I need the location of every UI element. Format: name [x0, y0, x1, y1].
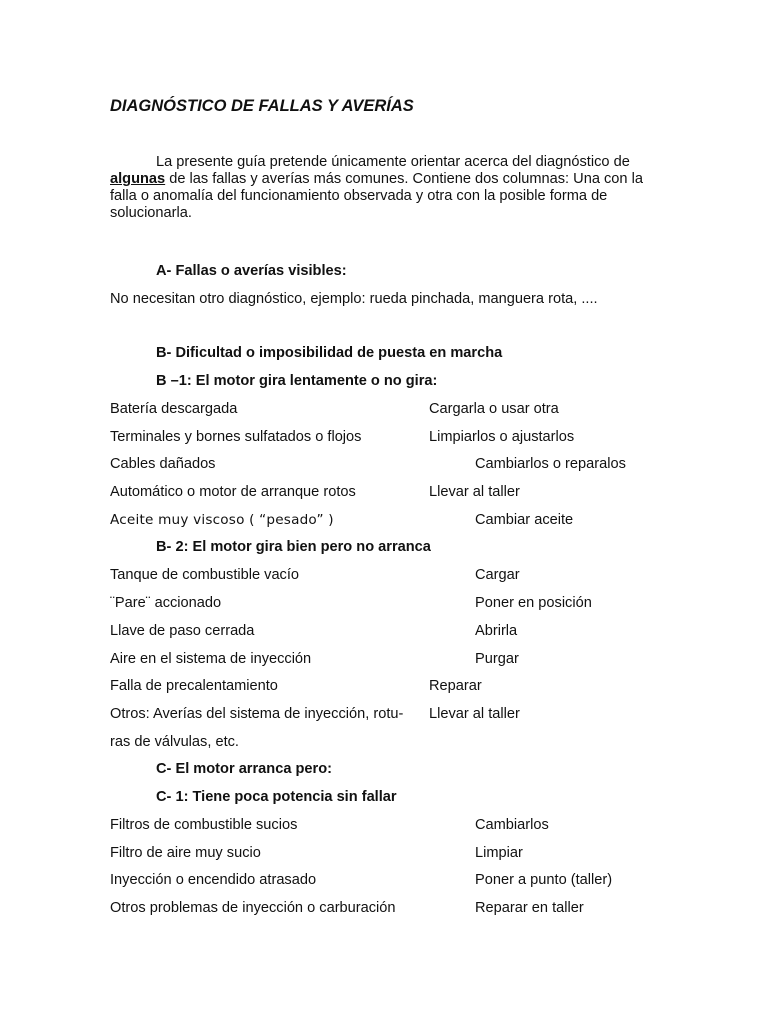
- c1-row-2-solucion: Limpiar: [475, 845, 523, 861]
- section-b1-heading: B –1: El motor gira lentamente o no gira:: [156, 373, 438, 389]
- b2-row-6-solucion: Llevar al taller: [429, 706, 520, 722]
- section-a-text: No necesitan otro diagnóstico, ejemplo: rueda pinchada, manguera rota, ....: [110, 291, 598, 307]
- b2-row-6-falla: Otros: Averías del sistema de inyección, rotu-: [110, 706, 404, 722]
- section-b2-heading: B- 2: El motor gira bien pero no arranca: [156, 539, 431, 555]
- b2-row-2-falla: ¨Pare¨ accionado: [110, 595, 222, 611]
- c1-row-4-solucion: Reparar en taller: [475, 900, 584, 916]
- intro-part2: de las fallas y averías más comunes. Contiene dos columnas: Una con la falla o anomalía del funcionamiento observada y otra con la posible forma de solucionarla.: [110, 171, 643, 221]
- b1-row-3-solucion: Cambiarlos o reparalos: [475, 456, 626, 472]
- c1-row-4-falla: Otros problemas de inyección o carburación: [110, 900, 396, 916]
- intro-part1: La presente guía pretende únicamente orientar acerca del diagnóstico de: [156, 154, 630, 170]
- b2-row-7-falla: ras de válvulas, etc.: [110, 734, 239, 750]
- b2-row-5-solucion: Reparar: [429, 678, 482, 694]
- b1-row-1-falla: Batería descargada: [110, 401, 238, 417]
- b1-row-4-solucion: Llevar al taller: [429, 484, 520, 500]
- section-c1-heading: C- 1: Tiene poca potencia sin fallar: [156, 789, 397, 805]
- b2-row-1-falla: Tanque de combustible vacío: [110, 567, 300, 583]
- document-title: DIAGNÓSTICO DE FALLAS Y AVERÍAS: [110, 97, 414, 115]
- b1-row-5-falla: Aceite muy viscoso ( “pesado” ): [110, 512, 334, 528]
- intro-underlined-word: algunas: [110, 171, 166, 187]
- b2-row-3-solucion: Abrirla: [475, 623, 518, 639]
- b1-row-2-falla: Terminales y bornes sulfatados o flojos: [110, 429, 362, 445]
- b1-row-5-solucion: Cambiar aceite: [475, 512, 574, 528]
- b2-row-4-falla: Aire en el sistema de inyección: [110, 651, 312, 667]
- section-b-heading: B- Dificultad o imposibilidad de puesta en marcha: [156, 345, 503, 361]
- intro-paragraph: [110, 154, 660, 222]
- b2-row-3-falla: Llave de paso cerrada: [110, 623, 255, 639]
- b2-row-1-solucion: Cargar: [475, 567, 520, 583]
- b2-row-2-solucion: Poner en posición: [475, 595, 592, 611]
- b2-row-5-falla: Falla de precalentamiento: [110, 678, 278, 694]
- c1-row-2-falla: Filtro de aire muy sucio: [110, 845, 261, 861]
- c1-row-1-solucion: Cambiarlos: [475, 817, 549, 833]
- section-c-heading: C- El motor arranca pero:: [156, 761, 332, 777]
- c1-row-1-falla: Filtros de combustible sucios: [110, 817, 298, 833]
- b1-row-1-solucion: Cargarla o usar otra: [429, 401, 559, 417]
- b2-row-4-solucion: Purgar: [475, 651, 519, 667]
- section-a-heading: A- Fallas o averías visibles:: [156, 263, 347, 279]
- b1-row-4-falla: Automático o motor de arranque rotos: [110, 484, 356, 500]
- c1-row-3-solucion: Poner a punto (taller): [475, 872, 613, 888]
- b1-row-3-falla: Cables dañados: [110, 456, 216, 472]
- b1-row-2-solucion: Limpiarlos o ajustarlos: [429, 429, 575, 445]
- c1-row-3-falla: Inyección o encendido atrasado: [110, 872, 317, 888]
